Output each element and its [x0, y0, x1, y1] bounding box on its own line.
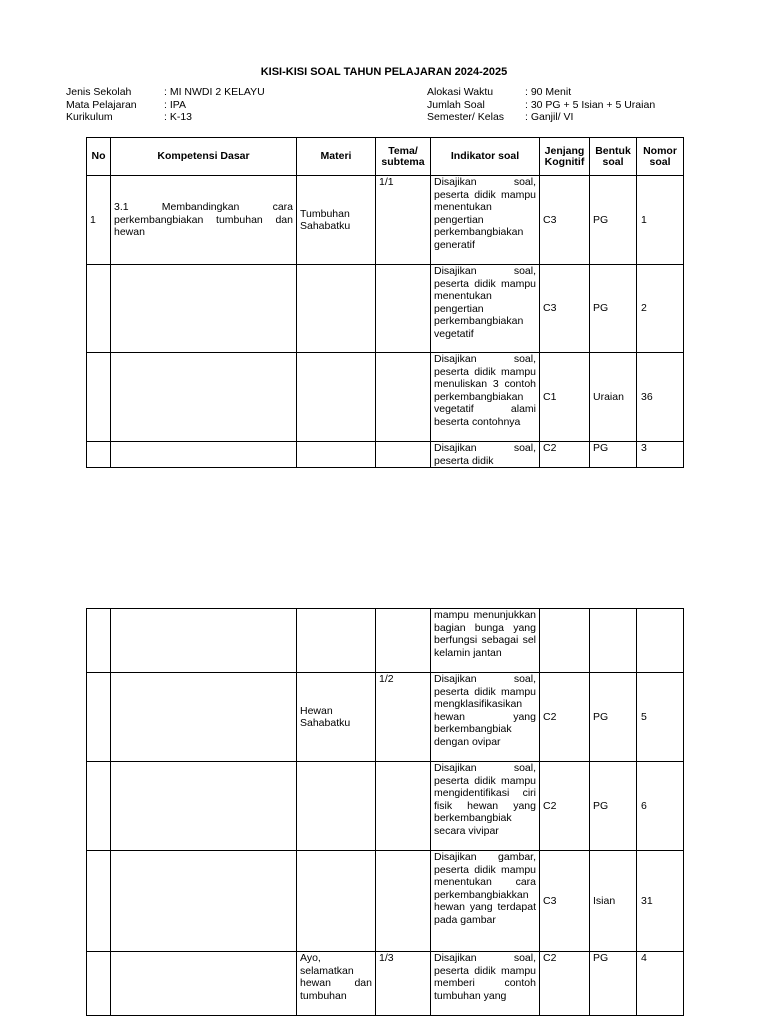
cell-nomor: 36: [637, 353, 684, 442]
info-label: Semester/ Kelas: [427, 111, 505, 123]
cell-jenjang: C2: [540, 442, 590, 468]
cell-kompetensi: [111, 952, 297, 1016]
cell-kompetensi: [111, 673, 297, 762]
cell-jenjang: C2: [540, 762, 590, 851]
table-row: [87, 353, 684, 442]
cell-jenjang: C3: [540, 176, 590, 265]
cell-nomor: 6: [637, 762, 684, 851]
cell-jenjang: [540, 609, 590, 673]
grid-table-page-1: [86, 137, 684, 468]
table-row: [87, 609, 684, 673]
cell-no: [87, 673, 111, 762]
table-row: [87, 176, 684, 265]
table-row: [87, 952, 684, 1016]
cell-materi: Ayo, selamatkan hewan dan tumbuhan: [297, 952, 376, 1016]
header-bentuk: Bentuk soal: [590, 138, 637, 176]
cell-jenjang: C3: [540, 265, 590, 353]
header-nomor: Nomor soal: [637, 138, 684, 176]
cell-no: [87, 442, 111, 468]
cell-nomor: 3: [637, 442, 684, 468]
info-row-subject: [66, 99, 265, 112]
cell-tema: [376, 442, 431, 468]
cell-materi: [297, 442, 376, 468]
info-row-curriculum: [66, 111, 265, 124]
header-tema: Tema/ subtema: [376, 138, 431, 176]
grid-table-page-2: [86, 608, 684, 1016]
info-label: Jumlah Soal: [427, 98, 485, 111]
info-value: : 30 PG + 5 Isian + 5 Uraian: [525, 98, 656, 111]
cell-nomor: 4: [637, 952, 684, 1016]
cell-no: [87, 265, 111, 353]
cell-no: [87, 851, 111, 952]
cell-kompetensi: [111, 851, 297, 952]
info-value: : 90 Menit: [525, 86, 572, 98]
cell-bentuk: Isian: [590, 851, 637, 952]
table-row: [87, 762, 684, 851]
cell-materi: [297, 609, 376, 673]
document-title: KISI-KISI SOAL TAHUN PELAJARAN 2024-2025: [260, 66, 508, 78]
cell-kompetensi: [111, 609, 297, 673]
cell-nomor: 2: [637, 265, 684, 353]
info-row-time: [427, 86, 655, 99]
header-no: No: [87, 138, 111, 176]
cell-bentuk: [590, 609, 637, 673]
cell-indikator: Disajikan soal, peserta didik mampu mengidentifikasi ciri fisik hewan yang berkembangbiak secara vivipar: [431, 762, 540, 851]
cell-tema: [376, 609, 431, 673]
cell-jenjang: C2: [540, 952, 590, 1016]
cell-materi: Hewan Sahabatku: [297, 673, 376, 762]
cell-tema: [376, 851, 431, 952]
info-row-question-count: [427, 99, 655, 112]
cell-bentuk: Uraian: [590, 353, 637, 442]
cell-no: 1: [87, 176, 111, 265]
cell-nomor: 1: [637, 176, 684, 265]
cell-indikator: Disajikan soal, peserta didik mampu menuliskan 3 contoh perkembangbiakan vegetatif alami beserta contohnya: [431, 353, 540, 442]
cell-indikator: mampu menunjukkan bagian bunga yang berfungsi sebagai sel kelamin jantan: [431, 609, 540, 673]
cell-no: [87, 353, 111, 442]
header-materi: Materi: [297, 138, 376, 176]
info-value: : IPA: [164, 98, 186, 111]
cell-materi: [297, 353, 376, 442]
exam-info-right: [427, 86, 655, 124]
cell-no: [87, 609, 111, 673]
cell-indikator: Disajikan soal, peserta didik mampu menentukan pengertian perkembangbiakan generatif: [431, 176, 540, 265]
cell-indikator: Disajikan soal, peserta didik mampu mengklasifikasikan hewan yang berkembangbiak dengan ovipar: [431, 673, 540, 762]
header-jenjang: Jenjang Kognitif: [540, 138, 590, 176]
info-value: : MI NWDI 2 KELAYU: [164, 86, 265, 98]
info-label: Mata Pelajaran: [66, 98, 137, 111]
info-label: Kurikulum: [66, 111, 113, 123]
info-row-school-type: [66, 86, 265, 99]
cell-materi: [297, 851, 376, 952]
cell-bentuk: PG: [590, 762, 637, 851]
table-row: [87, 673, 684, 762]
cell-indikator: Disajikan gambar, peserta didik mampu menentukan cara perkembangbiakkan hewan yang terdapat pada gambar: [431, 851, 540, 952]
cell-no: [87, 952, 111, 1016]
cell-bentuk: PG: [590, 176, 637, 265]
cell-bentuk: PG: [590, 673, 637, 762]
cell-indikator: Disajikan soal, peserta didik mampu menentukan pengertian perkembangbiakan vegetatif: [431, 265, 540, 353]
cell-tema: [376, 762, 431, 851]
cell-nomor: 31: [637, 851, 684, 952]
info-label: Alokasi Waktu: [427, 86, 494, 98]
table-row: [87, 265, 684, 353]
cell-kompetensi: [111, 353, 297, 442]
cell-materi: [297, 762, 376, 851]
cell-kompetensi: [111, 442, 297, 468]
cell-no: [87, 762, 111, 851]
cell-bentuk: PG: [590, 442, 637, 468]
info-label: Jenis Sekolah: [66, 86, 132, 98]
cell-bentuk: PG: [590, 952, 637, 1016]
cell-tema: [376, 265, 431, 353]
cell-materi: [297, 265, 376, 353]
table-row: [87, 442, 684, 468]
cell-indikator: Disajikan soal, peserta didik mampu memberi contoh tumbuhan yang: [431, 952, 540, 1016]
cell-tema: [376, 353, 431, 442]
cell-tema: 1/3: [376, 952, 431, 1016]
table-row: [87, 851, 684, 952]
cell-jenjang: C3: [540, 851, 590, 952]
cell-jenjang: C2: [540, 673, 590, 762]
cell-kompetensi: 3.1 Membandingkan cara perkembangbiakan tumbuhan dan hewan: [111, 176, 297, 265]
school-info-left: [66, 86, 265, 124]
header-kompetensi-dasar: Kompetensi Dasar: [111, 138, 297, 176]
cell-tema: 1/1: [376, 176, 431, 265]
cell-kompetensi: [111, 762, 297, 851]
info-row-semester-class: [427, 111, 655, 124]
cell-nomor: 5: [637, 673, 684, 762]
header-indikator: Indikator soal: [431, 138, 540, 176]
cell-materi: Tumbuhan Sahabatku: [297, 176, 376, 265]
cell-jenjang: C1: [540, 353, 590, 442]
table-header-row: [87, 138, 684, 176]
cell-indikator: Disajikan soal, peserta didik: [431, 442, 540, 468]
info-value: : K-13: [164, 111, 193, 123]
cell-tema: 1/2: [376, 673, 431, 762]
info-value: : Ganjil/ VI: [525, 111, 574, 123]
cell-kompetensi: [111, 265, 297, 353]
cell-bentuk: PG: [590, 265, 637, 353]
cell-nomor: [637, 609, 684, 673]
